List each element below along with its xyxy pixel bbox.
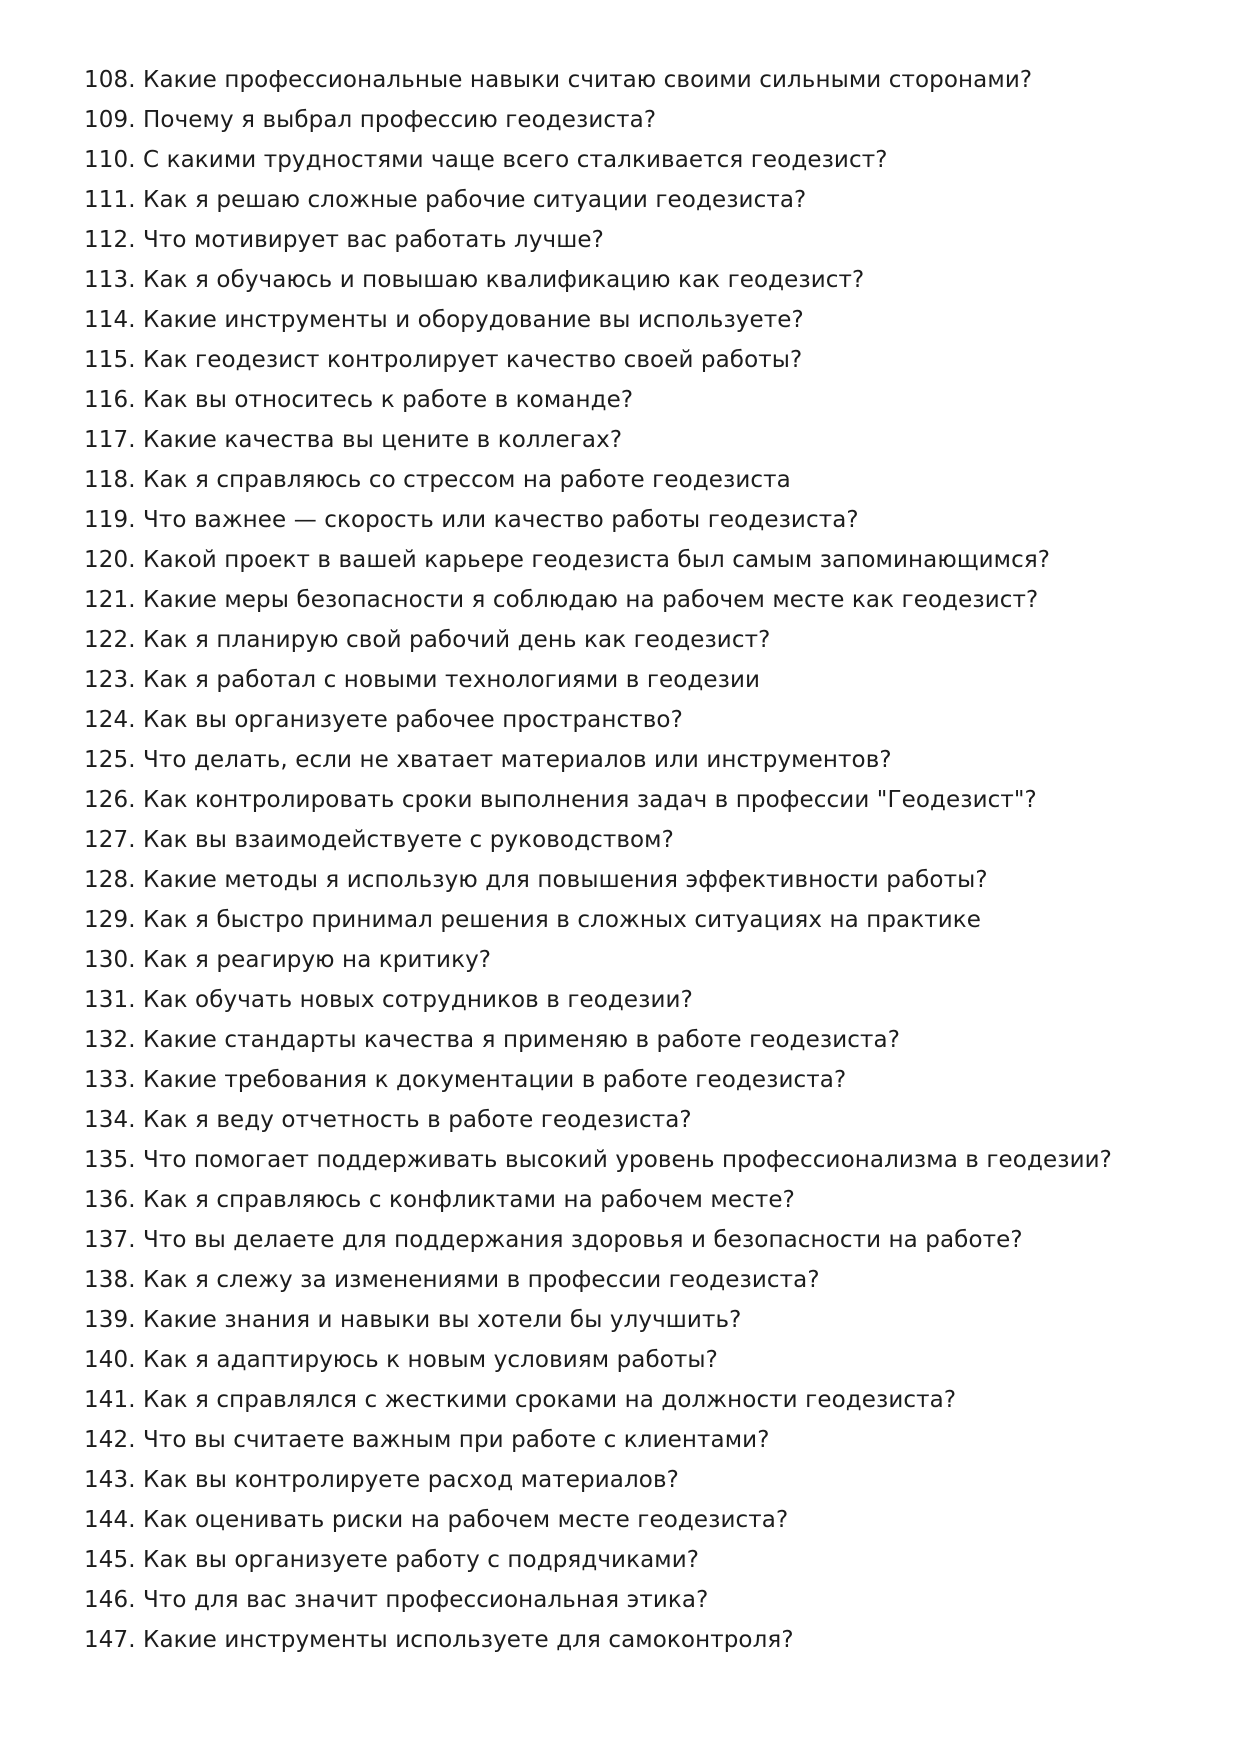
question-item: 133. Какие требования к документации в работе геодезиста?	[84, 1067, 847, 1093]
question-item: 121. Какие меры безопасности я соблюдаю на рабочем месте как геодезист?	[84, 587, 1039, 613]
question-item: 136. Как я справляюсь с конфликтами на рабочем месте?	[84, 1187, 795, 1213]
question-item: 147. Какие инструменты используете для самоконтроля?	[84, 1627, 794, 1653]
question-item: 124. Как вы организуете рабочее пространство?	[84, 707, 683, 733]
question-item: 118. Как я справляюсь со стрессом на работе геодезиста	[84, 467, 791, 493]
question-item: 112. Что мотивирует вас работать лучше?	[84, 227, 604, 253]
question-item: 145. Как вы организуете работу с подрядчиками?	[84, 1547, 700, 1573]
question-item: 135. Что помогает поддерживать высокий уровень профессионализма в геодезии?	[84, 1147, 1112, 1173]
question-item: 115. Как геодезист контролирует качество своей работы?	[84, 347, 803, 373]
question-item: 116. Как вы относитесь к работе в команде?	[84, 387, 634, 413]
question-item: 131. Как обучать новых сотрудников в геодезии?	[84, 987, 693, 1013]
question-item: 111. Как я решаю сложные рабочие ситуации геодезиста?	[84, 187, 807, 213]
question-item: 144. Как оценивать риски на рабочем месте геодезиста?	[84, 1507, 789, 1533]
question-item: 127. Как вы взаимодействуете с руководством?	[84, 827, 674, 853]
question-item: 134. Как я веду отчетность в работе геодезиста?	[84, 1107, 692, 1133]
question-item: 110. С какими трудностями чаще всего сталкивается геодезист?	[84, 147, 888, 173]
question-item: 109. Почему я выбрал профессию геодезиста?	[84, 107, 657, 133]
question-item: 123. Как я работал с новыми технологиями в геодезии	[84, 667, 761, 693]
question-item: 117. Какие качества вы цените в коллегах?	[84, 427, 623, 453]
question-item: 141. Как я справлялся с жесткими сроками на должности геодезиста?	[84, 1387, 957, 1413]
question-item: 122. Как я планирую свой рабочий день как геодезист?	[84, 627, 771, 653]
question-item: 137. Что вы делаете для поддержания здоровья и безопасности на работе?	[84, 1227, 1023, 1253]
question-item: 130. Как я реагирую на критику?	[84, 947, 492, 973]
question-item: 128. Какие методы я использую для повышения эффективности работы?	[84, 867, 988, 893]
question-item: 114. Какие инструменты и оборудование вы используете?	[84, 307, 804, 333]
question-item: 132. Какие стандарты качества я применяю в работе геодезиста?	[84, 1027, 901, 1053]
question-item: 119. Что важнее — скорость или качество работы геодезиста?	[84, 507, 859, 533]
question-item: 142. Что вы считаете важным при работе с клиентами?	[84, 1427, 770, 1453]
question-item: 113. Как я обучаюсь и повышаю квалификацию как геодезист?	[84, 267, 865, 293]
question-item: 143. Как вы контролируете расход материалов?	[84, 1467, 679, 1493]
question-item: 108. Какие профессиональные навыки считаю своими сильными сторонами?	[84, 67, 1033, 93]
question-item: 140. Как я адаптируюсь к новым условиям работы?	[84, 1347, 718, 1373]
question-item: 139. Какие знания и навыки вы хотели бы улучшить?	[84, 1307, 742, 1333]
question-item: 126. Как контролировать сроки выполнения задач в профессии "Геодезист"?	[84, 787, 1037, 813]
question-list	[84, 60, 1184, 1660]
question-item: 138. Как я слежу за изменениями в профессии геодезиста?	[84, 1267, 820, 1293]
question-item: 129. Как я быстро принимал решения в сложных ситуациях на практике	[84, 907, 982, 933]
question-item: 146. Что для вас значит профессиональная этика?	[84, 1587, 709, 1613]
question-item: 120. Какой проект в вашей карьере геодезиста был самым запоминающимся?	[84, 547, 1051, 573]
question-item: 125. Что делать, если не хватает материалов или инструментов?	[84, 747, 892, 773]
